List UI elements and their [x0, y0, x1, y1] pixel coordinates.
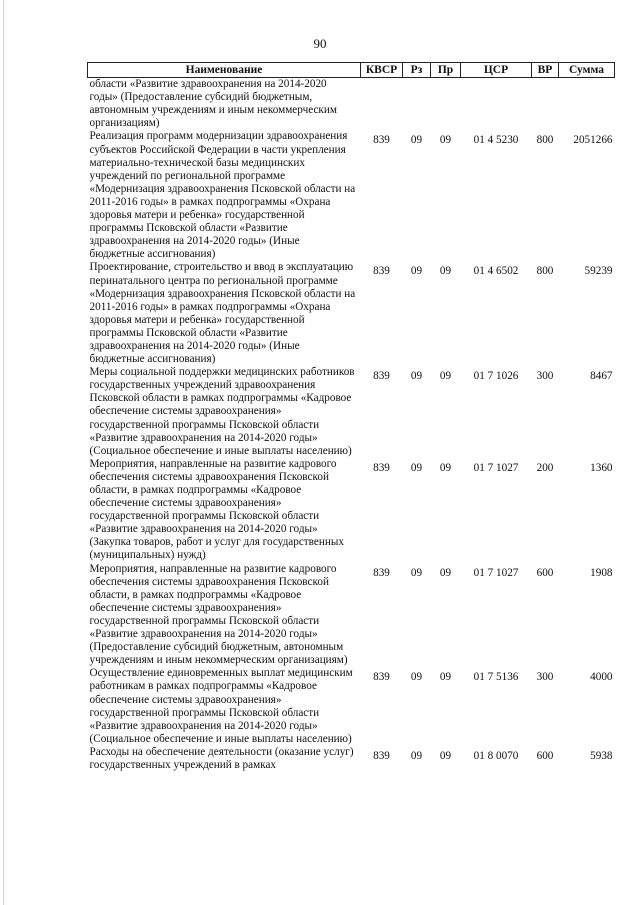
row-sum: 4000	[590, 671, 613, 684]
row-csr: 01 7 5136	[473, 671, 519, 684]
header-sum: Сумма	[559, 63, 615, 78]
scan-edge-line	[3, 0, 4, 905]
row-sum: 5938	[590, 749, 613, 762]
row-vr: 800	[536, 265, 554, 278]
table-row	[88, 366, 615, 458]
table-row	[88, 667, 615, 746]
row-vr: 600	[536, 566, 554, 579]
row-sum: 1360	[590, 461, 613, 474]
row-vr: 300	[536, 671, 554, 684]
row-name: Мероприятия, направленные на развитие кадрового обеспечения системы здравоохранения Псковской области, в рамках подпрограммы «Кадровое обеспечение системы здравоохранения» государственной программы Псковской области «Развитие здравоохранения на 2014-2020 годы» (Предоставление субсидий бюджетным, автономным учреждениям и иным некоммерческим организациям)	[89, 562, 348, 667]
row-pr: 09	[439, 461, 452, 474]
row-vr: 800	[536, 134, 554, 147]
row-sum	[559, 78, 615, 131]
table-row	[88, 458, 615, 563]
row-name: Расходы на обеспечение деятельности (оказание услуг) государственных учреждений в рамках	[89, 745, 354, 771]
row-csr: 01 7 1026	[473, 370, 519, 383]
row-sum: 8467	[590, 370, 613, 383]
row-sum: 59239	[584, 265, 613, 278]
row-kvsr	[361, 78, 403, 131]
row-vr: 300	[536, 370, 554, 383]
budget-table	[87, 62, 615, 772]
row-kvsr: 839	[373, 461, 390, 474]
row-kvsr: 839	[373, 265, 390, 278]
row-csr: 01 8 0070	[473, 749, 519, 762]
table-header-row	[88, 63, 615, 78]
row-kvsr: 839	[373, 134, 390, 147]
row-name: области «Развитие здравоохранения на 2014-2020 годы» (Предоставление субсидий бюджетным, автономным учреждениям и иным некоммерческим организациям)	[89, 78, 337, 130]
row-sum: 2051266	[573, 134, 613, 147]
row-rz: 09	[410, 671, 423, 684]
row-rz: 09	[410, 134, 423, 147]
row-rz: 09	[410, 265, 423, 278]
row-pr: 09	[439, 671, 452, 684]
row-name: Проектирование, строительство и ввод в эксплуатацию перинатального центра по региональной программе «Модернизация здравоохранения Псковской области на 2011-2016 годы» в рамках подпрограммы «Охрана здоровья матери и ребенка» государственной программы Псковской области «Развитие здравоохранения на 2014-2020 годы» (Иные бюджетные ассигнования)	[89, 261, 356, 366]
row-name: Реализация программ модернизации здравоохранения субъектов Российской Федерации в части укрепления материально-технической базы медицинских учреждений по региональной программе «Модернизация здравоохранения Псковской области на 2011-2016 годы» в рамках подпрограммы «Охрана здоровья матери и ребенка» государственной программы Псковской области «Развитие здравоохранения на 2014-2020 годы» (Иные бюджетные ассигнования)	[89, 130, 356, 261]
row-csr: 01 4 5230	[473, 134, 519, 147]
row-rz: 09	[410, 566, 423, 579]
table-row	[88, 130, 615, 261]
page-number: 90	[313, 36, 327, 51]
row-name: Мероприятия, направленные на развитие кадрового обеспечения системы здравоохранения Псковской области, в рамках подпрограммы «Кадровое обеспечение системы здравоохранения» государственной программы Псковской области «Развитие здравоохранения на 2014-2020 годы» (Закупка товаров, работ и услуг для государственных (муниципальных) нужд)	[89, 457, 344, 562]
row-vr: 600	[536, 749, 554, 762]
row-sum: 1908	[590, 566, 613, 579]
table-row	[88, 563, 615, 668]
row-kvsr: 839	[373, 370, 390, 383]
table-row	[88, 261, 615, 366]
row-csr: 01 7 1027	[473, 461, 519, 474]
row-kvsr: 839	[373, 749, 390, 762]
row-rz: 09	[410, 749, 423, 762]
row-pr: 09	[439, 370, 452, 383]
table-row	[88, 78, 615, 131]
row-pr: 09	[439, 265, 452, 278]
row-kvsr: 839	[373, 566, 390, 579]
row-csr	[461, 78, 532, 131]
header-rz: Рз	[403, 63, 431, 78]
header-kvsr: КВСР	[361, 63, 403, 78]
row-name: Меры социальной поддержки медицинских работников государственных учреждений здравоохранения Псковской области в рамках подпрограммы «Кадровое обеспечение системы здравоохранения» государственной программы Псковской области «Развитие здравоохранения на 2014-2020 годы» (Социальное обеспечение и иные выплаты населению)	[89, 366, 355, 457]
row-csr: 01 4 6502	[473, 265, 519, 278]
row-pr: 09	[439, 566, 452, 579]
header-csr: ЦСР	[461, 63, 532, 78]
row-pr	[431, 78, 461, 131]
row-rz	[403, 78, 431, 131]
header-vr: ВР	[532, 63, 559, 78]
header-name: Наименование	[88, 63, 361, 78]
row-name: Осуществление единовременных выплат медицинским работникам в рамках подпрограммы «Кадровое обеспечение системы здравоохранения» государственной программы Псковской области «Развитие здравоохранения на 2014-2020 годы» (Социальное обеспечение и иные выплаты населению)	[89, 667, 353, 745]
row-csr: 01 7 1027	[473, 566, 519, 579]
row-kvsr: 839	[373, 671, 390, 684]
table-row	[88, 746, 615, 772]
row-rz: 09	[410, 370, 423, 383]
row-vr	[532, 78, 559, 131]
header-pr: Пр	[431, 63, 461, 78]
row-pr: 09	[439, 134, 452, 147]
row-rz: 09	[410, 461, 423, 474]
row-pr: 09	[439, 749, 452, 762]
row-vr: 200	[536, 461, 554, 474]
